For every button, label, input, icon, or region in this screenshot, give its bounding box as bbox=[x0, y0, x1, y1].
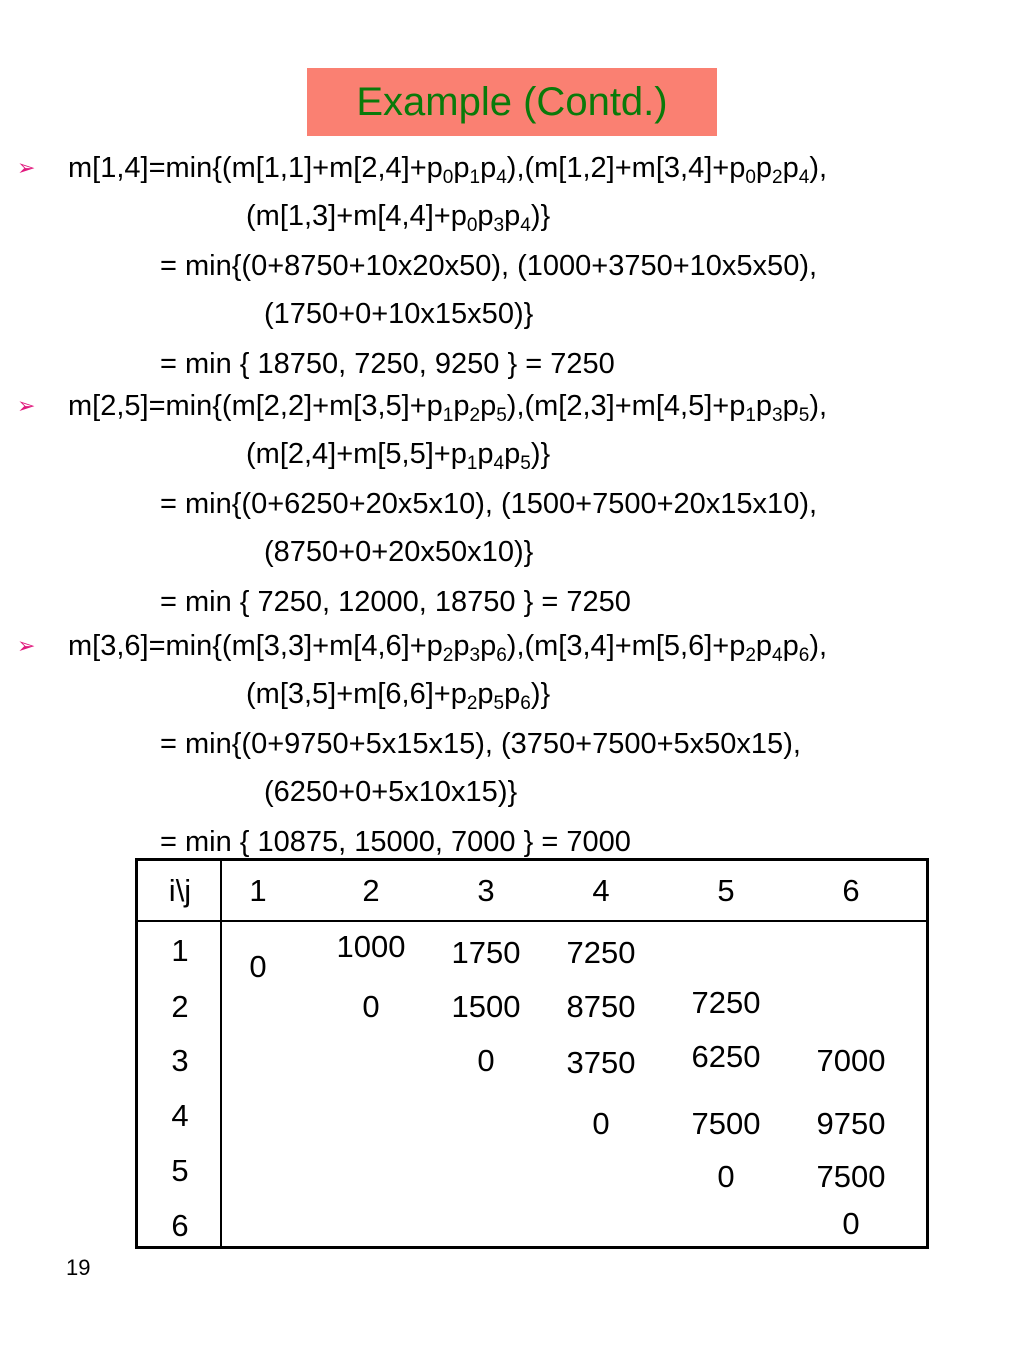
table-column-header: 1 bbox=[249, 873, 267, 908]
calculation-line-1: = min{(0+9750+5x15x15), (3750+7500+5x50x15), bbox=[160, 728, 801, 760]
slide-title: Example (Contd.) bbox=[356, 80, 668, 124]
table-row-header: 5 bbox=[171, 1153, 189, 1188]
subscript: 5 bbox=[798, 405, 810, 426]
subscript: 2 bbox=[442, 645, 454, 666]
equation-text: ),(m[2,3]+m[4,5]+p bbox=[506, 390, 746, 422]
equation-text: (m[3,5]+m[6,6]+p bbox=[246, 678, 467, 710]
subscript: 2 bbox=[745, 645, 756, 666]
subscript: 2 bbox=[469, 405, 481, 426]
subscript: 1 bbox=[442, 405, 454, 426]
equation-text: ), bbox=[809, 152, 828, 184]
equation-text: p bbox=[504, 678, 521, 710]
equation-text: p bbox=[477, 438, 494, 470]
recurrence-line-1 bbox=[68, 150, 827, 186]
table-cell-value: 1500 bbox=[451, 989, 521, 1024]
cost-table bbox=[135, 858, 929, 1249]
table-column-header: 4 bbox=[592, 873, 610, 908]
subscript: 4 bbox=[493, 453, 505, 474]
subscript: 0 bbox=[466, 215, 478, 236]
subscript: 0 bbox=[745, 167, 756, 188]
equation-text: p bbox=[755, 390, 773, 422]
calculation-line-2: (1750+0+10x15x50)} bbox=[264, 298, 534, 330]
equation-text: p bbox=[504, 438, 521, 470]
table-row-header: 2 bbox=[171, 989, 189, 1024]
subscript: 5 bbox=[493, 693, 505, 714]
subscript: 1 bbox=[745, 405, 756, 426]
bullet-arrow-icon: ➢ bbox=[17, 393, 36, 418]
table-cell-value: 0 bbox=[842, 1206, 860, 1241]
table-cell-value: 9750 bbox=[816, 1106, 886, 1141]
table-cell-value: 0 bbox=[477, 1043, 495, 1078]
subscript: 3 bbox=[772, 405, 783, 426]
subscript: 5 bbox=[496, 405, 507, 426]
subscript: 1 bbox=[466, 453, 478, 474]
table-row-header-divider bbox=[220, 861, 222, 1246]
subscript: 3 bbox=[469, 645, 481, 666]
calculation-line-2: (6250+0+5x10x15)} bbox=[264, 776, 518, 808]
table-cell-value: 7000 bbox=[816, 1043, 886, 1078]
table-cell-value: 3750 bbox=[566, 1045, 636, 1080]
recurrence-line-1 bbox=[68, 628, 827, 664]
result-line: = min { 10875, 15000, 7000 } = 7000 bbox=[160, 826, 631, 858]
equation-text: p bbox=[453, 152, 470, 184]
subscript: 4 bbox=[520, 215, 531, 236]
table-column-header: 3 bbox=[477, 873, 495, 908]
recurrence-line-2 bbox=[246, 198, 550, 234]
slide-title-box bbox=[307, 68, 717, 136]
table-cell-value: 8750 bbox=[566, 989, 636, 1024]
table-cell-value: 0 bbox=[362, 989, 380, 1024]
table-row-header: 6 bbox=[171, 1208, 189, 1243]
subscript: 6 bbox=[496, 645, 507, 666]
equation-text: p bbox=[453, 390, 470, 422]
equation-text: p bbox=[504, 200, 521, 232]
equation-text: p bbox=[755, 152, 773, 184]
table-corner-label: i\j bbox=[168, 873, 192, 908]
equation-text: p bbox=[477, 200, 494, 232]
table-column-header: 6 bbox=[842, 873, 860, 908]
table-column-header: 5 bbox=[717, 873, 735, 908]
subscript: 5 bbox=[520, 453, 531, 474]
equation-text: p bbox=[755, 630, 773, 662]
result-line: = min { 18750, 7250, 9250 } = 7250 bbox=[160, 348, 615, 380]
equation-text: (m[1,3]+m[4,4]+p bbox=[246, 200, 467, 232]
equation-text: p bbox=[782, 630, 799, 662]
subscript: 3 bbox=[493, 215, 505, 236]
equation-text: p bbox=[480, 390, 497, 422]
bullet-arrow-icon: ➢ bbox=[17, 155, 36, 180]
table-row-header: 4 bbox=[171, 1098, 189, 1133]
table-column-header: 2 bbox=[362, 873, 380, 908]
page-number: 19 bbox=[66, 1255, 91, 1280]
equation-text: ), bbox=[809, 630, 828, 662]
table-cell-value: 7250 bbox=[566, 935, 636, 970]
calculation-line-1: = min{(0+8750+10x20x50), (1000+3750+10x5x50), bbox=[160, 250, 818, 282]
equation-text: (m[2,4]+m[5,5]+p bbox=[246, 438, 467, 470]
equation-text: ),(m[3,4]+m[5,6]+p bbox=[506, 630, 746, 662]
subscript: 4 bbox=[772, 645, 783, 666]
table-cell-value: 0 bbox=[717, 1159, 735, 1194]
table-cell-value: 7500 bbox=[691, 1106, 761, 1141]
calculation-line-2: (8750+0+20x50x10)} bbox=[264, 536, 534, 568]
equation-text: m[1,4]=min{(m[1,1]+m[2,4]+p bbox=[68, 152, 443, 184]
table-cell-value: 1000 bbox=[336, 929, 406, 964]
table-cell-value: 1750 bbox=[451, 935, 521, 970]
subscript: 0 bbox=[442, 167, 454, 188]
subscript: 6 bbox=[520, 693, 531, 714]
equation-text: p bbox=[480, 630, 497, 662]
equation-text: )} bbox=[530, 678, 551, 710]
equation-text: p bbox=[453, 630, 470, 662]
calculation-line-1: = min{(0+6250+20x5x10), (1500+7500+20x15x10), bbox=[160, 488, 818, 520]
subscript: 2 bbox=[466, 693, 478, 714]
equation-text: ), bbox=[809, 390, 828, 422]
table-row-header: 1 bbox=[171, 933, 189, 968]
equation-text: m[2,5]=min{(m[2,2]+m[3,5]+p bbox=[68, 390, 443, 422]
equation-text: )} bbox=[530, 438, 551, 470]
equation-text: p bbox=[782, 152, 799, 184]
equation-text: m[3,6]=min{(m[3,3]+m[4,6]+p bbox=[68, 630, 443, 662]
recurrence-line-1 bbox=[68, 388, 827, 424]
bullet-arrow-icon: ➢ bbox=[17, 633, 36, 658]
subscript: 6 bbox=[798, 645, 810, 666]
subscript: 1 bbox=[469, 167, 481, 188]
result-line: = min { 7250, 12000, 18750 } = 7250 bbox=[160, 586, 631, 618]
equation-text: p bbox=[782, 390, 799, 422]
recurrence-line-2 bbox=[246, 436, 550, 472]
recurrence-line-2 bbox=[246, 676, 550, 712]
equation-text: p bbox=[480, 152, 497, 184]
equation-text: ),(m[1,2]+m[3,4]+p bbox=[506, 152, 746, 184]
table-cell-value: 7250 bbox=[691, 985, 761, 1020]
table-cell-value: 6250 bbox=[691, 1039, 761, 1074]
table-cell-value: 0 bbox=[592, 1106, 610, 1141]
table-cell-value: 0 bbox=[249, 949, 267, 984]
equation-text: )} bbox=[530, 200, 551, 232]
subscript: 4 bbox=[798, 167, 810, 188]
table-cell-value: 7500 bbox=[816, 1159, 886, 1194]
table-header-divider bbox=[138, 920, 926, 922]
table-row-header: 3 bbox=[171, 1043, 189, 1078]
subscript: 2 bbox=[772, 167, 783, 188]
equation-text: p bbox=[477, 678, 494, 710]
subscript: 4 bbox=[496, 167, 507, 188]
